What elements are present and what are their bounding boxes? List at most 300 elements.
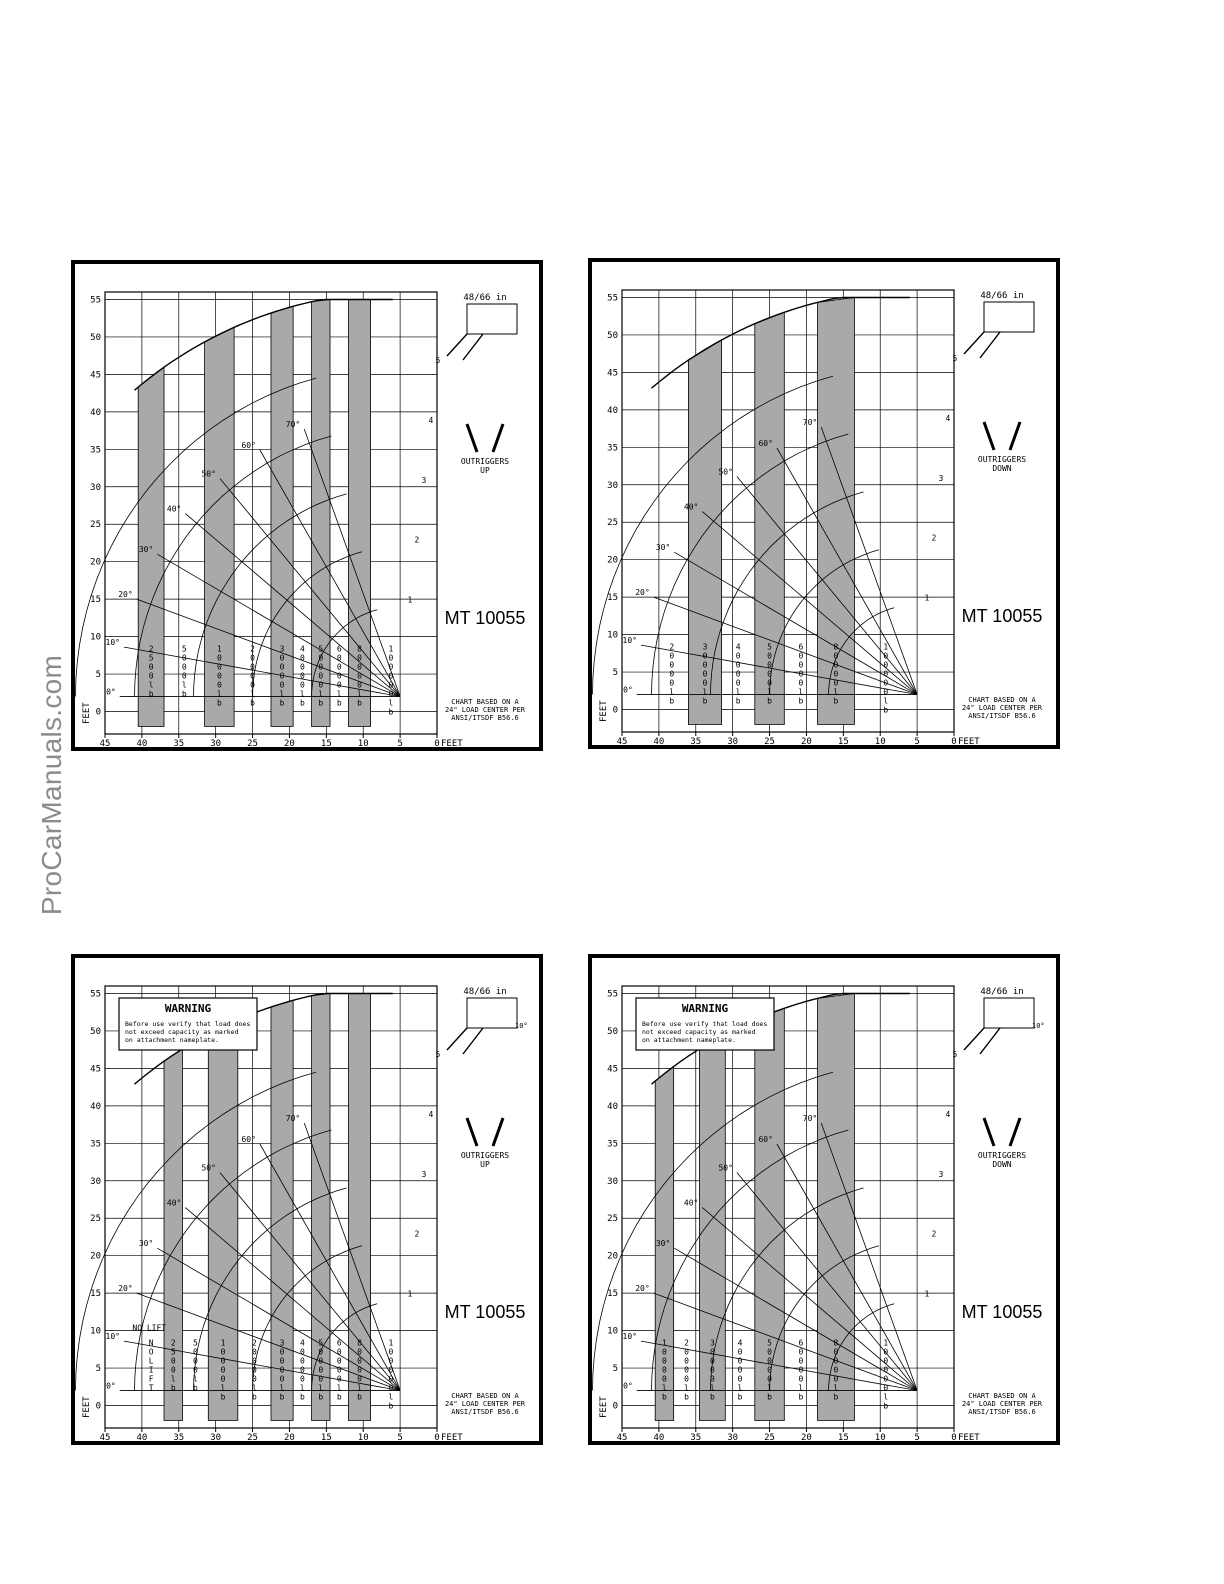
- zone-label-char: 0: [336, 1347, 342, 1357]
- zone-label-char: 0: [735, 660, 741, 670]
- zone-label-char: 0: [669, 660, 675, 670]
- zone-label-char: 5: [192, 1338, 198, 1348]
- zone-capacity-label: [669, 643, 674, 706]
- y-tick-label: 25: [607, 1214, 618, 1225]
- zone-label-char: 0: [251, 1365, 257, 1375]
- zone-label-char: 0: [833, 678, 839, 688]
- angle-label: 20°: [635, 1284, 650, 1294]
- zone-label-char: l: [388, 698, 394, 708]
- angle-label: 20°: [635, 588, 650, 598]
- warning-line: not exceed capacity as marked: [642, 1028, 756, 1036]
- zone-label-char: b: [702, 696, 708, 706]
- extension-arc: [253, 1246, 362, 1391]
- zone-label-char: l: [833, 1383, 839, 1393]
- zone-label-char: 0: [279, 680, 285, 690]
- zone-capacity-label: [710, 1339, 715, 1402]
- load-chart-2: [592, 262, 1056, 745]
- zone-label-char: I: [148, 1365, 154, 1375]
- extension-label: 4: [945, 1109, 951, 1119]
- fork-carriage-icon: [467, 998, 517, 1028]
- x-axis-label: FEET: [441, 1433, 463, 1441]
- warning-line: not exceed capacity as marked: [125, 1028, 239, 1036]
- zone-label-char: 0: [181, 671, 187, 681]
- zone-label-char: b: [735, 696, 741, 706]
- chart-note-line: CHART BASED ON A: [451, 1392, 519, 1400]
- zone-label-char: 0: [181, 662, 187, 672]
- fork-tine-icon: [463, 334, 483, 360]
- zone-label-char: 6: [798, 1338, 804, 1348]
- x-tick-label: 5: [914, 737, 920, 745]
- x-tick-label: 5: [397, 1433, 403, 1441]
- zone-label-char: 0: [299, 1374, 305, 1384]
- angle-label: 70°: [802, 418, 818, 428]
- zone-label-char: b: [250, 698, 255, 708]
- x-axis-label: FEET: [958, 1433, 980, 1441]
- zone-label-char: 0: [669, 651, 675, 661]
- extension-label: 4: [945, 413, 951, 423]
- zone-label-char: 0: [388, 689, 394, 699]
- zone-label-char: 0: [883, 1383, 889, 1393]
- zone-label-char: l: [336, 689, 342, 699]
- zone-label-char: 2: [684, 1338, 689, 1348]
- load-chart-panel-1: [71, 260, 543, 751]
- zone-label-char: 4: [735, 642, 741, 652]
- zone-label-char: 0: [216, 680, 222, 690]
- zone-label-char: 0: [216, 653, 222, 663]
- chart-note-line: 24" LOAD CENTER PER: [444, 1400, 526, 1408]
- angle-label: 70°: [802, 1114, 818, 1124]
- y-tick-label: 55: [90, 295, 101, 306]
- x-tick-label: 45: [99, 1433, 111, 1441]
- y-tick-label: 25: [90, 520, 101, 531]
- load-chart-panel-3: [71, 954, 543, 1445]
- chart-note-line: CHART BASED ON A: [968, 1392, 1036, 1400]
- zone-label-char: l: [299, 689, 305, 699]
- zone-label-char: 0: [833, 660, 839, 670]
- fork-size-label: 48/66 in: [980, 987, 1024, 997]
- zone-label-char: 0: [883, 1374, 889, 1384]
- extension-label: 3: [938, 1169, 944, 1179]
- zone-label-char: 0: [883, 1365, 889, 1375]
- zone-label-char: 0: [170, 1356, 176, 1366]
- y-tick-label: 10: [90, 632, 101, 643]
- x-tick-label: 15: [837, 1433, 849, 1441]
- zone-capacity-label: [883, 643, 888, 715]
- fork-size-label: 48/66 in: [980, 291, 1024, 301]
- zone-label-char: 0: [357, 680, 362, 690]
- y-tick-label: 55: [607, 989, 618, 1000]
- zone-label-char: 0: [684, 1365, 689, 1375]
- zone-capacity-label: [834, 643, 839, 706]
- zone-label-char: 0: [318, 1374, 324, 1384]
- zone-label-char: 0: [684, 1374, 689, 1384]
- zone-label-char: l: [709, 1383, 715, 1393]
- y-tick-label: 45: [607, 1064, 618, 1075]
- zone-label-char: 0: [250, 671, 255, 681]
- y-tick-label: 0: [612, 705, 618, 716]
- zone-label-char: 0: [388, 1356, 394, 1366]
- extension-label: 3: [421, 1169, 427, 1179]
- zone-label-char: 0: [357, 671, 362, 681]
- x-tick-label: 35: [690, 1433, 702, 1441]
- x-tick-label: 15: [320, 739, 332, 747]
- zone-label-char: l: [318, 689, 324, 699]
- zone-label-char: 0: [299, 653, 305, 663]
- zone-capacity-label: [767, 1339, 772, 1402]
- zone-label-char: 0: [735, 669, 741, 679]
- zone-label-char: b: [798, 1392, 804, 1402]
- zone-label-char: 0: [318, 1356, 324, 1366]
- angle-label: 0°: [623, 685, 633, 695]
- zone-capacity-label: [738, 1339, 743, 1402]
- zone-label-char: b: [357, 698, 362, 708]
- zone-label-char: 3: [279, 1338, 285, 1348]
- zone-capacity-label: [662, 1339, 667, 1402]
- zone-label-char: 0: [735, 678, 741, 688]
- zone-label-char: 0: [299, 1347, 305, 1357]
- zone-label-char: 0: [357, 1356, 362, 1366]
- zone-label-char: b: [216, 698, 222, 708]
- x-tick-label: 30: [727, 737, 739, 745]
- angle-label: 10°: [622, 1332, 638, 1342]
- y-tick-label: 45: [90, 370, 101, 381]
- fork-tine-icon: [980, 1028, 1000, 1054]
- zone-label-char: 0: [709, 1365, 715, 1375]
- load-chart-3: [75, 958, 539, 1441]
- zone-label-char: l: [684, 1383, 689, 1393]
- y-tick-label: 30: [90, 1176, 101, 1187]
- zone-label-char: b: [336, 698, 342, 708]
- y-tick-label: 20: [607, 555, 618, 566]
- fork-tine-icon: [980, 332, 1000, 358]
- zone-label-char: 0: [833, 1356, 839, 1366]
- x-tick-label: 10: [874, 737, 886, 745]
- y-tick-label: 0: [95, 707, 101, 718]
- zone-label-char: 0: [299, 671, 305, 681]
- outriggers-label: OUTRIGGERS: [460, 457, 510, 466]
- x-tick-label: 45: [616, 737, 628, 745]
- zone-capacity-label: [798, 643, 803, 706]
- load-chart-panel-2: [588, 258, 1060, 749]
- zone-label-char: 0: [357, 662, 362, 672]
- zone-label-char: 0: [192, 1347, 198, 1357]
- zone-label-char: 0: [798, 660, 804, 670]
- warning-title: WARNING: [164, 1002, 212, 1015]
- zone-label-char: 0: [662, 1356, 667, 1366]
- y-tick-label: 10: [90, 1326, 101, 1337]
- x-tick-label: 25: [764, 737, 775, 745]
- outrigger-icon: [493, 424, 503, 452]
- x-tick-label: 15: [837, 737, 849, 745]
- zone-label-char: l: [737, 1383, 743, 1393]
- zone-label-char: 5: [318, 1338, 324, 1348]
- zone-label-char: 1: [388, 1338, 394, 1348]
- zone-label-char: 0: [148, 671, 154, 681]
- zone-label-char: 0: [883, 669, 889, 679]
- y-tick-label: 20: [607, 1251, 618, 1262]
- zone-label-char: b: [220, 1392, 226, 1402]
- x-tick-label: 30: [727, 1433, 739, 1441]
- zone-label-char: b: [669, 696, 675, 706]
- zone-label-char: 0: [662, 1347, 667, 1357]
- outrigger-icon: [493, 1118, 503, 1146]
- fork-carriage-icon: [984, 998, 1034, 1028]
- zone-label-char: b: [662, 1392, 667, 1402]
- y-tick-label: 25: [90, 1214, 101, 1225]
- zone-label-char: 0: [883, 1356, 889, 1366]
- zone-capacity-label: [388, 645, 393, 717]
- y-tick-label: 30: [90, 482, 101, 493]
- zone-label-char: 0: [709, 1374, 715, 1384]
- load-chart-4: [592, 958, 1056, 1441]
- zone-label-char: 0: [181, 653, 187, 663]
- load-chart-1: [75, 264, 539, 747]
- zone-label-char: 4: [299, 644, 305, 654]
- x-tick-label: 30: [210, 1433, 222, 1441]
- zone-capacity-label: [337, 645, 342, 708]
- zone-capacity-label: [300, 1339, 305, 1402]
- fork-carriage-icon: [984, 302, 1034, 332]
- zone-label-char: 0: [318, 653, 324, 663]
- zone-capacity-label: [388, 1339, 393, 1411]
- angle-label: 70°: [285, 1114, 301, 1124]
- zone-label-char: l: [318, 1383, 324, 1393]
- outriggers-state-label: DOWN: [992, 464, 1012, 473]
- zone-label-char: l: [883, 1392, 889, 1402]
- y-tick-label: 15: [607, 593, 618, 604]
- zone-label-char: 1: [388, 644, 394, 654]
- zone-capacity-label: [221, 1339, 226, 1402]
- zone-label-char: 0: [388, 662, 394, 672]
- zone-label-char: b: [709, 1392, 715, 1402]
- y-tick-label: 15: [607, 1289, 618, 1300]
- zone-label-char: 5: [148, 653, 154, 663]
- x-tick-label: 15: [320, 1433, 332, 1441]
- outriggers-state-label: UP: [480, 466, 490, 475]
- warning-line: Before use verify that load does: [125, 1020, 251, 1028]
- tilt-angle-label: 10°: [1032, 1022, 1045, 1030]
- zone-label-char: 3: [702, 642, 708, 652]
- zone-label-char: b: [148, 689, 154, 699]
- zone-label-char: 0: [357, 1374, 362, 1384]
- zone-label-char: 1: [220, 1338, 226, 1348]
- x-tick-label: 0: [951, 1433, 957, 1441]
- x-tick-label: 20: [284, 1433, 295, 1441]
- y-axis-label: FEET: [82, 702, 92, 724]
- zone-label-char: b: [170, 1383, 176, 1393]
- zone-label-char: 0: [798, 1347, 804, 1357]
- extension-arc: [253, 552, 362, 697]
- zone-label-char: 0: [251, 1356, 257, 1366]
- zone-label-char: 0: [220, 1356, 226, 1366]
- zone-label-char: l: [279, 689, 285, 699]
- zone-capacity-label: [834, 1339, 839, 1402]
- zone-label-char: b: [883, 705, 889, 715]
- x-tick-label: 20: [801, 737, 812, 745]
- model-label: MT 10055: [444, 608, 526, 628]
- y-tick-label: 30: [607, 480, 618, 491]
- zone-label-char: l: [767, 1383, 772, 1393]
- zone-label-char: b: [336, 1392, 342, 1402]
- zone-capacity-label: [252, 1339, 257, 1402]
- outrigger-icon: [984, 1118, 994, 1146]
- chart-note-line: ANSI/ITSDF B56.6: [968, 1408, 1036, 1416]
- y-tick-label: 30: [607, 1176, 618, 1187]
- warning-line: on attachment nameplate.: [642, 1036, 736, 1044]
- y-tick-label: 15: [90, 595, 101, 606]
- angle-label: 10°: [105, 638, 121, 648]
- zone-label-char: l: [662, 1383, 667, 1393]
- zone-label-char: 6: [336, 1338, 342, 1348]
- zone-label-char: 0: [388, 680, 394, 690]
- zone-label-char: l: [767, 687, 772, 697]
- zone-label-char: 3: [279, 644, 285, 654]
- zone-label-char: 0: [279, 1365, 285, 1375]
- angle-label: 0°: [106, 687, 116, 697]
- x-tick-label: 45: [99, 739, 111, 747]
- zone-label-char: 0: [299, 1356, 305, 1366]
- zone-label-char: 0: [279, 662, 285, 672]
- zone-label-char: L: [148, 1356, 154, 1366]
- zone-label-char: 0: [709, 1356, 715, 1366]
- zone-label-char: 0: [279, 671, 285, 681]
- chart-note-line: CHART BASED ON A: [451, 698, 519, 706]
- zone-label-char: 0: [767, 678, 772, 688]
- zone-capacity-label: [736, 643, 741, 706]
- zone-label-char: 0: [336, 1356, 342, 1366]
- zone-label-char: 0: [251, 1347, 257, 1357]
- angle-label: 40°: [683, 502, 699, 512]
- y-tick-label: 5: [95, 670, 101, 681]
- x-tick-label: 0: [951, 737, 957, 745]
- zone-label-char: b: [737, 1392, 743, 1402]
- zone-capacity-label: [684, 1339, 689, 1402]
- zone-capacity-label: [217, 645, 222, 708]
- zone-label-char: l: [702, 687, 708, 697]
- zone-label-char: F: [148, 1374, 154, 1384]
- zone-label-char: 0: [336, 662, 342, 672]
- zone-label-char: l: [798, 687, 804, 697]
- zone-label-char: 0: [192, 1356, 198, 1366]
- zone-label-char: 0: [318, 1365, 324, 1375]
- zone-label-char: 0: [767, 1356, 772, 1366]
- angle-label: 20°: [118, 590, 133, 600]
- x-tick-label: 5: [914, 1433, 920, 1441]
- x-tick-label: 10: [357, 739, 369, 747]
- chart-note-line: 24" LOAD CENTER PER: [444, 706, 526, 714]
- zone-label-char: 0: [318, 680, 324, 690]
- zone-label-char: 0: [735, 651, 741, 661]
- outrigger-icon: [467, 1118, 477, 1146]
- outriggers-label: OUTRIGGERS: [977, 1151, 1027, 1160]
- watermark-text: ProCarManuals.com: [36, 654, 67, 916]
- zone-label-char: 0: [798, 1374, 804, 1384]
- zone-label-char: 0: [684, 1356, 689, 1366]
- angle-label: 50°: [201, 469, 216, 479]
- zone-label-char: 0: [662, 1365, 667, 1375]
- zone-label-char: 0: [279, 1374, 285, 1384]
- zone-capacity-label: [883, 1339, 888, 1411]
- zone-label-char: b: [318, 1392, 324, 1402]
- angle-label: 20°: [118, 1284, 133, 1294]
- zone-label-char: 0: [336, 1374, 342, 1384]
- outriggers-state-label: DOWN: [992, 1160, 1012, 1169]
- angle-label: 50°: [718, 467, 733, 477]
- extension-label: 2: [414, 535, 420, 545]
- zone-label-char: 0: [737, 1347, 743, 1357]
- y-tick-label: 50: [90, 332, 101, 343]
- zone-label-char: l: [336, 1383, 342, 1393]
- angle-label: 30°: [655, 543, 671, 553]
- zone-label-char: b: [798, 696, 804, 706]
- zone-label-char: 1: [883, 1338, 889, 1348]
- y-axis-label: FEET: [82, 1396, 92, 1418]
- x-tick-label: 20: [801, 1433, 812, 1441]
- zone-label-char: 0: [148, 662, 154, 672]
- model-label: MT 10055: [444, 1302, 526, 1322]
- zone-capacity-label: [767, 643, 772, 706]
- zone-label-char: b: [767, 696, 772, 706]
- zone-label-char: 0: [357, 1365, 362, 1375]
- angle-label: 0°: [106, 1381, 116, 1391]
- fork-tine-icon: [964, 1028, 984, 1050]
- zone-label-char: 0: [709, 1347, 715, 1357]
- y-tick-label: 55: [90, 989, 101, 1000]
- fork-carriage-icon: [467, 304, 517, 334]
- fork-tine-icon: [447, 1028, 467, 1050]
- zone-label-char: 0: [220, 1374, 226, 1384]
- zone-label-char: 0: [883, 651, 889, 661]
- zone-capacity-label: [357, 645, 362, 708]
- outrigger-icon: [984, 422, 994, 450]
- y-tick-label: 50: [90, 1026, 101, 1037]
- zone-label-char: l: [833, 687, 839, 697]
- zone-capacity-label: [300, 645, 305, 708]
- zone-label-char: b: [388, 1401, 394, 1411]
- zone-capacity-label: [149, 645, 154, 699]
- angle-label: 40°: [683, 1198, 699, 1208]
- outrigger-icon: [467, 424, 477, 452]
- load-chart-panel-4: [588, 954, 1060, 1445]
- zone-label-char: 8: [833, 642, 839, 652]
- zone-label-char: 0: [798, 1356, 804, 1366]
- zone-capacity-label: [171, 1339, 176, 1393]
- angle-label: 40°: [166, 504, 182, 514]
- angle-label: 30°: [138, 545, 154, 555]
- zone-label-char: T: [148, 1383, 154, 1393]
- zone-label-char: l: [669, 687, 675, 697]
- extension-label: 5: [435, 355, 441, 365]
- zone-label-char: 0: [684, 1347, 689, 1357]
- zone-label-char: 2: [669, 642, 675, 652]
- zone-label-char: l: [798, 1383, 804, 1393]
- y-axis-label: FEET: [599, 700, 609, 722]
- zone-label-char: 8: [357, 1338, 362, 1348]
- zone-label-char: 0: [669, 669, 675, 679]
- x-tick-label: 40: [653, 737, 665, 745]
- zone-label-char: 0: [767, 660, 772, 670]
- zone-label-char: 0: [216, 662, 222, 672]
- angle-label: 60°: [241, 441, 256, 451]
- zone-label-char: 0: [220, 1365, 226, 1375]
- extension-label: 1: [407, 595, 413, 605]
- zone-label-char: b: [181, 689, 187, 699]
- angle-label: 30°: [655, 1239, 671, 1249]
- zone-label-char: b: [318, 698, 324, 708]
- zone-label-char: l: [357, 689, 362, 699]
- zone-label-char: 0: [883, 660, 889, 670]
- zone-label-char: b: [299, 698, 305, 708]
